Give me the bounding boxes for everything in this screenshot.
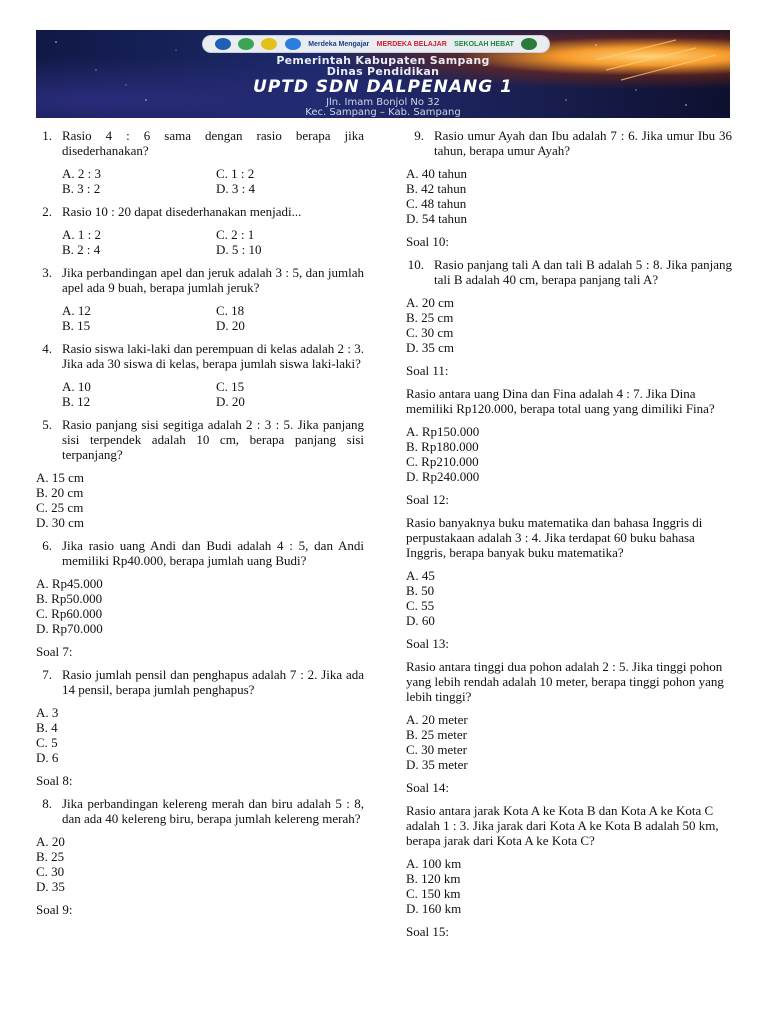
option-a: A. 3	[36, 705, 59, 720]
option-a: A. 100 km	[406, 856, 462, 871]
soal-12-label: Soal 12:	[406, 492, 449, 507]
option-a: A. 20 meter	[406, 712, 468, 727]
option-c: C. 150 km	[406, 886, 461, 901]
option-c: C. 15	[216, 379, 245, 394]
question-text: Rasio 10 : 20 dapat disederhanakan menjadi...	[62, 204, 302, 219]
soal-13-label: Soal 13:	[406, 636, 449, 651]
question-number: 1.	[42, 128, 52, 143]
question-number: 2.	[42, 204, 52, 219]
option-b: B. Rp180.000	[406, 439, 479, 454]
option-c: C. 25 cm	[36, 500, 84, 515]
header-address: Jln. Imam Bonjol No 32	[326, 97, 440, 108]
options-12	[406, 568, 732, 628]
emblem-icon	[261, 38, 277, 50]
option-d: D. 3 : 4	[216, 181, 255, 196]
question-12-text: Rasio banyaknya buku matematika dan bahasa Inggris di perpustakaan adalah 3 : 4. Jika terdapat 60 buku bahasa Inggris, berapa banyak buku matematika?	[406, 515, 703, 560]
options-1	[62, 166, 364, 196]
option-c: C. Rp210.000	[406, 454, 479, 469]
option-d: D. 20	[216, 394, 245, 409]
question-number: 5.	[42, 417, 52, 432]
options-9	[406, 166, 732, 226]
question-text: Rasio panjang tali A dan tali B adalah 5 : 8. Jika panjang tali B adalah 40 cm, berapa panjang tali A?	[434, 257, 732, 287]
options-10	[406, 295, 732, 355]
option-b: B. 12	[62, 394, 91, 409]
options-8	[36, 834, 364, 894]
soal-7-label: Soal 7:	[36, 644, 73, 659]
question-1	[36, 128, 364, 158]
option-c: C. Rp60.000	[36, 606, 103, 621]
option-d: D. Rp240.000	[406, 469, 480, 484]
option-b: B. 120 km	[406, 871, 461, 886]
option-b: B. 15	[62, 318, 91, 333]
question-number: 6.	[42, 538, 52, 553]
option-d: D. 30 cm	[36, 515, 85, 530]
right-column	[406, 128, 732, 947]
option-c: C. 55	[406, 598, 435, 613]
logo-bar	[202, 35, 550, 53]
question-6	[36, 538, 364, 568]
question-text: Jika perbandingan apel dan jeruk adalah 3 : 5, dan jumlah apel ada 9 buah, berapa jumlah jeruk?	[62, 265, 364, 295]
question-text: Rasio jumlah pensil dan penghapus adalah 7 : 2. Jika ada 14 pensil, berapa jumlah penghapus?	[62, 667, 364, 697]
option-c: C. 1 : 2	[216, 166, 255, 181]
option-b: B. 42 tahun	[406, 181, 467, 196]
options-5	[36, 470, 364, 530]
option-b: B. 20 cm	[36, 485, 84, 500]
question-text: Rasio panjang sisi segitiga adalah 2 : 3 : 5. Jika panjang sisi terpendek adalah 10 cm, berapa panjang sisi terpanjang?	[62, 417, 364, 462]
option-c: C. 2 : 1	[216, 227, 255, 242]
header-banner	[36, 30, 730, 118]
options-6	[36, 576, 364, 636]
emblem-icon	[238, 38, 254, 50]
option-c: C. 30	[36, 864, 65, 879]
soal-10-label: Soal 10:	[406, 234, 449, 249]
option-c: C. 30 cm	[406, 325, 454, 340]
question-7	[36, 667, 364, 697]
question-number: 10.	[407, 257, 424, 272]
option-a: A. 45	[406, 568, 435, 583]
soal-8-label: Soal 8:	[36, 773, 73, 788]
option-d: D. 60	[406, 613, 435, 628]
question-10	[406, 257, 732, 287]
option-a: A. 20 cm	[406, 295, 455, 310]
left-column	[36, 128, 364, 925]
option-a: A. 20	[36, 834, 65, 849]
emblem-icon	[521, 38, 537, 50]
options-14	[406, 856, 732, 916]
option-a: A. Rp150.000	[406, 424, 480, 439]
question-text: Rasio umur Ayah dan Ibu adalah 7 : 6. Jika umur Ibu 36 tahun, berapa umur Ayah?	[434, 128, 732, 158]
options-2	[62, 227, 364, 257]
option-b: B. 50	[406, 583, 435, 598]
option-d: D. 35 cm	[406, 340, 455, 355]
option-d: D. 20	[216, 318, 245, 333]
question-number: 4.	[42, 341, 52, 356]
soal-11-label: Soal 11:	[406, 363, 449, 378]
question-number: 3.	[42, 265, 52, 280]
option-a: A. 2 : 3	[62, 166, 101, 181]
option-c: C. 5	[36, 735, 58, 750]
option-d: D. 160 km	[406, 901, 462, 916]
question-8	[36, 796, 364, 826]
logo-merdeka-mengajar: Merdeka Mengajar	[308, 40, 370, 48]
question-14-text: Rasio antara jarak Kota A ke Kota B dan Kota A ke Kota C adalah 1 : 3. Jika jarak dari Kota A ke Kota B adalah 50 km, berapa jarak dari Kota A ke Kota C?	[406, 803, 719, 848]
question-11-text: Rasio antara uang Dina dan Fina adalah 4 : 7. Jika Dina memiliki Rp120.000, berapa total uang yang dimiliki Fina?	[406, 386, 715, 416]
header-school-name: UPTD SDN DALPENANG 1	[253, 77, 513, 97]
question-text: Rasio siswa laki-laki dan perempuan di kelas adalah 2 : 3. Jika ada 30 siswa di kelas, berapa jumlah siswa laki-laki?	[62, 341, 364, 371]
soal-15-label: Soal 15:	[406, 924, 449, 939]
option-d: D. 35 meter	[406, 757, 468, 772]
options-11	[406, 424, 732, 484]
question-text: Rasio 4 : 6 sama dengan rasio berapa jika disederhanakan?	[62, 128, 364, 158]
emblem-icon	[285, 38, 301, 50]
soal-9-label: Soal 9:	[36, 902, 73, 917]
question-number: 9.	[414, 128, 424, 143]
option-d: D. 6	[36, 750, 59, 765]
option-a: A. 40 tahun	[406, 166, 468, 181]
option-c: C. 48 tahun	[406, 196, 467, 211]
option-c: C. 18	[216, 303, 245, 318]
header-district: Kec. Sampang – Kab. Sampang	[305, 107, 461, 118]
option-b: B. 25 meter	[406, 727, 468, 742]
question-13-text: Rasio antara tinggi dua pohon adalah 2 : 5. Jika tinggi pohon yang lebih rendah adalah 10 meter, berapa tinggi pohon yang lebih tinggi?	[406, 659, 724, 704]
option-d: D. 35	[36, 879, 65, 894]
question-3	[36, 265, 364, 295]
emblem-icon	[215, 38, 231, 50]
question-number: 8.	[42, 796, 52, 811]
option-c: C. 30 meter	[406, 742, 468, 757]
option-b: B. 2 : 4	[62, 242, 101, 257]
question-4	[36, 341, 364, 371]
question-5	[36, 417, 364, 462]
logo-sekolah-hebat: SEKOLAH HEBAT	[454, 40, 514, 48]
header-government: Pemerintah Kabupaten Sampang	[276, 54, 490, 67]
option-b: B. 4	[36, 720, 58, 735]
option-b: B. 25 cm	[406, 310, 454, 325]
option-a: A. Rp45.000	[36, 576, 103, 591]
soal-14-label: Soal 14:	[406, 780, 449, 795]
option-b: B. Rp50.000	[36, 591, 103, 606]
options-3	[62, 303, 364, 333]
question-9	[406, 128, 732, 158]
option-b: B. 25	[36, 849, 65, 864]
question-2	[36, 204, 364, 219]
option-b: B. 3 : 2	[62, 181, 101, 196]
logo-merdeka-belajar: MERDEKA BELAJAR	[376, 40, 447, 48]
header-department: Dinas Pendidikan	[326, 65, 440, 78]
options-7	[36, 705, 364, 765]
option-a: A. 12	[62, 303, 91, 318]
question-text: Jika rasio uang Andi dan Budi adalah 4 : 5, dan Andi memiliki Rp40.000, berapa jumlah uang Budi?	[62, 538, 364, 568]
question-number: 7.	[42, 667, 52, 682]
option-d: D. 54 tahun	[406, 211, 468, 226]
option-a: A. 15 cm	[36, 470, 85, 485]
option-a: A. 10	[62, 379, 91, 394]
option-a: A. 1 : 2	[62, 227, 101, 242]
options-13	[406, 712, 732, 772]
option-d: D. Rp70.000	[36, 621, 103, 636]
question-text: Jika perbandingan kelereng merah dan biru adalah 5 : 8, dan ada 40 kelereng biru, berapa jumlah kelereng merah?	[62, 796, 364, 826]
option-d: D. 5 : 10	[216, 242, 262, 257]
options-4	[62, 379, 364, 409]
